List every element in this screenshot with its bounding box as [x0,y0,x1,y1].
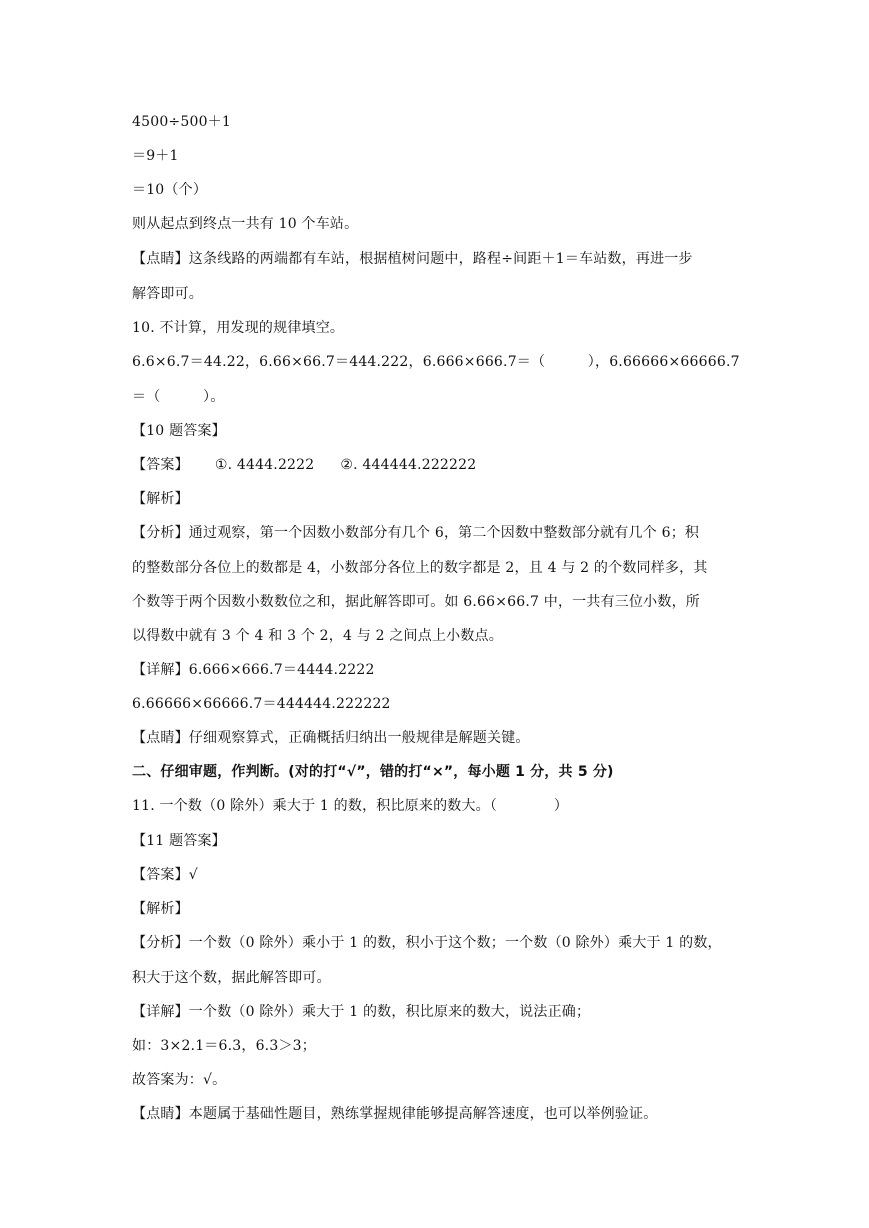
q11-answer-header: 【11 题答案】 [132,833,226,849]
q11-answer: 【答案】√ [132,867,198,883]
q10-body-line-1: 6.6×6.7＝44.22，6.66×66.7＝444.222，6.666×666.7＝（ ），6.66666×66666.7 [132,354,740,370]
q11-fenxi-line-1: 【分析】一个数（0 除外）乘小于 1 的数，积小于这个数；一个数（0 除外）乘大于 1 的数， [132,935,722,951]
q11-jiexi: 【解析】 [132,901,189,917]
section-2-title: 二、仔细审题，作判断。(对的打“√”，错的打“×”，每小题 1 分，共 5 分) [132,764,614,780]
calc-line-2: ＝9＋1 [132,148,179,164]
q10-fenxi-line-3: 个数等于两个因数小数数位之和，据此解答即可。如 6.66×66.7 中，一共有三位小数，所 [132,594,700,610]
q9-dianjing-line-2: 解答即可。 [132,286,203,302]
q11-xiangjie-line-2: 如：3×2.1＝6.3，6.3＞3； [132,1038,316,1054]
q10-dianjing: 【点睛】仔细观察算式，正确概括归纳出一般规律是解题关键。 [132,730,530,746]
q10-answer-label: 【答案】 [132,457,189,473]
q10-xiangjie-line-2: 6.66666×66666.7＝444444.222222 [132,696,391,712]
q10-answer-1: ①. 4444.2222 [214,457,315,473]
q11-fenxi-line-2: 积大于这个数，据此解答即可。 [132,970,331,986]
q10-fenxi-line-1: 【分析】通过观察，第一个因数小数部分有几个 6，第二个因数中整数部分就有几个 6；积 [132,525,700,541]
q10-xiangjie-line-1: 【详解】6.666×666.7＝4444.2222 [132,662,375,678]
q11-dianjing: 【点睛】本题属于基础性题目，熟练掌握规律能够提高解答速度，也可以举例验证。 [132,1106,658,1122]
q9-dianjing-line-1: 【点睛】这条线路的两端都有车站，根据植树问题中，路程÷间距＋1＝车站数，再进一步 [132,251,693,267]
q9-conclusion: 则从起点到终点一共有 10 个车站。 [132,216,359,232]
calc-line-3: ＝10（个） [132,182,208,198]
q11-title: 11. 一个数（0 除外）乘大于 1 的数，积比原来的数大。（ ） [132,798,569,814]
q10-answer-row [132,455,744,475]
q11-xiangjie-line-1: 【详解】一个数（0 除外）乘大于 1 的数，积比原来的数大，说法正确； [132,1004,591,1020]
q10-fenxi-line-2: 的整数部分各位上的数都是 4，小数部分各位上的数字都是 2，且 4 与 2 的个数同样多，其 [132,560,708,576]
q10-answer-2: ②. 444444.222222 [340,457,477,473]
q10-fenxi-line-4: 以得数中就有 3 个 4 和 3 个 2，4 与 2 之间点上小数点。 [132,628,503,644]
calc-line-1: 4500÷500＋1 [132,114,231,130]
q10-jiexi: 【解析】 [132,491,189,507]
q10-answer-header: 【10 题答案】 [132,423,226,439]
q11-xiangjie-line-3: 故答案为：√。 [132,1072,227,1088]
q10-body-line-2: ＝（ ）。 [132,389,225,405]
q10-title: 10. 不计算，用发现的规律填空。 [132,320,345,336]
